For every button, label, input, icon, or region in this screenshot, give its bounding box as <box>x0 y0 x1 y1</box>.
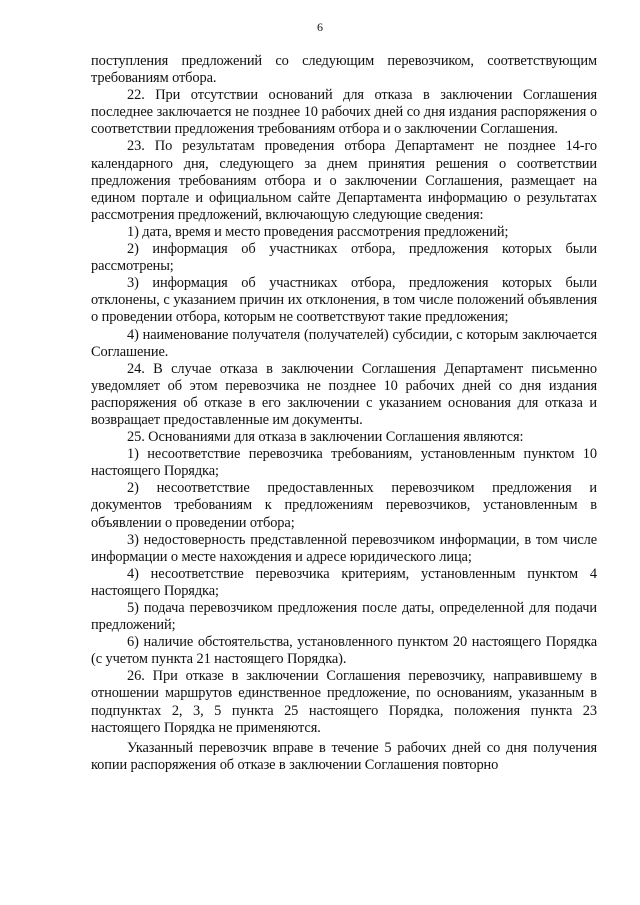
paragraph-continuation: поступления предложений со следующим перевозчиком, соответствующим требованиям отбора. <box>91 53 597 87</box>
paragraph-clause-25: 25. Основаниями для отказа в заключении Соглашения являются: <box>127 429 524 446</box>
paragraph-clause-24: 24. В случае отказа в заключении Соглашения Департамент письменно уведомляет об этом перевозчика не позднее 10 рабочих дней со дня издания распоряжения об отказе в его заключении с указанием основания для отказа и возвращает предоставленные им документы. <box>91 360 597 428</box>
paragraph-clause-23: 23. По результатам проведения отбора Департамент не позднее 14-го календарного дня, следующего за днем принятия решения о соответствии предложения требованиям отбора и о заключении Соглашения, размещает на едином портале и официальном сайте Департамента информацию о результатах рассмотрения предложений, включающую следующие сведения: <box>91 138 597 223</box>
list-item-25-4: 4) несоответствие перевозчика критериям, установленным пунктом 4 настоящего Порядка; <box>91 565 597 599</box>
list-item-25-6: 6) наличие обстоятельства, установленного пунктом 20 настоящего Порядка (с учетом пункта 21 настоящего Порядка). <box>91 634 597 668</box>
list-item-25-5: 5) подача перевозчиком предложения после даты, определенной для подачи предложений; <box>91 600 597 634</box>
paragraph-continuation-end: Указанный перевозчик вправе в течение 5 рабочих дней со дня получения копии распоряжения об отказе в заключении Соглашения повторно <box>91 739 597 773</box>
paragraph-clause-22: 22. При отсутствии оснований для отказа в заключении Соглашения последнее заключается не позднее 10 рабочих дней со дня издания распоряжения о соответствии предложения требованиям отбора и о заключении Соглашения. <box>91 87 597 138</box>
list-item-25-3: 3) недостоверность представленной перевозчиком информации, в том числе информации о месте нахождения и адресе юридического лица; <box>91 531 597 565</box>
document-body <box>91 53 597 774</box>
list-item-23-2: 2) информация об участниках отбора, предложения которых были рассмотрены; <box>91 241 597 275</box>
list-item-23-3: 3) информация об участниках отбора, предложения которых были отклонены, с указанием причин их отклонения, в том числе положений объявления о проведении отбора, которым не соответствуют такие предложения; <box>91 275 597 326</box>
list-item-23-4: 4) наименование получателя (получателей) субсидии, с которым заключается Соглашение. <box>91 326 597 360</box>
list-item-23-1: 1) дата, время и место проведения рассмотрения предложений; <box>127 223 509 240</box>
paragraph-clause-26: 26. При отказе в заключении Соглашения перевозчику, направившему в отношении маршрутов единственное предложение, по основаниям, указанным в подпунктах 2, 3, 5 пункта 25 настоящего Порядка, положения пункта 23 настоящего Порядка не применяются. <box>91 668 597 736</box>
list-item-25-2: 2) несоответствие предоставленных перевозчиком предложения и документов требованиям к предложениям перевозчиков, установленным в объявлении о проведении отбора; <box>91 480 597 531</box>
list-item-25-1: 1) несоответствие перевозчика требованиям, установленным пунктом 10 настоящего Порядка; <box>91 446 597 480</box>
page-number: 6 <box>317 20 323 34</box>
